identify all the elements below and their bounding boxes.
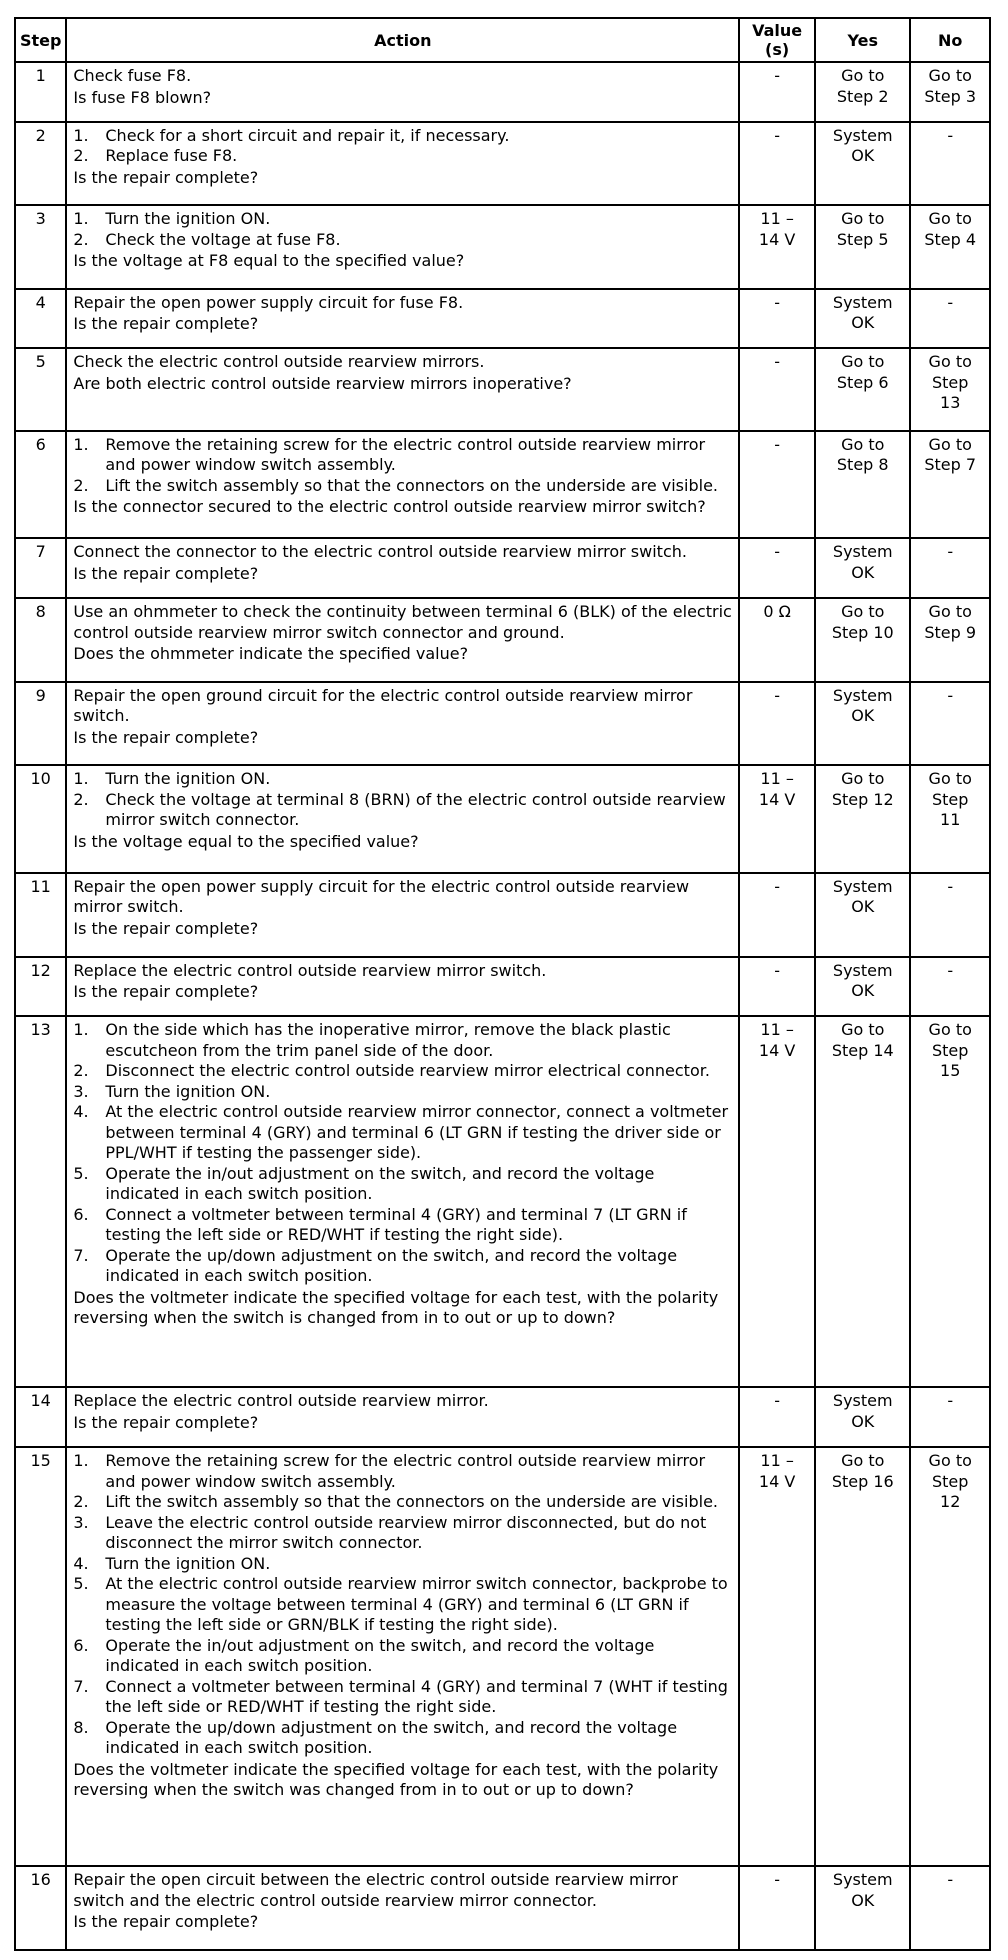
action-step	[73, 1102, 732, 1164]
action-step-number: 1.	[73, 1020, 89, 1040]
action-step-text: At the electric control outside rearview mirror connector, connect a voltmeter between terminal 4 (GRY) and terminal 6 (LT GRN if testing the driver side or PPL/WHT if testing the passenger side).	[105, 1102, 729, 1163]
action-steps-list	[73, 769, 732, 831]
step-number: 9	[15, 682, 66, 766]
action-step-text: Leave the electric control outside rearview mirror disconnected, but do not disconnect the mirror switch connector.	[105, 1512, 707, 1553]
table-row	[15, 957, 990, 1017]
action-question: Are both electric control outside rearview mirrors inoperative?	[73, 373, 572, 393]
action-cell	[66, 1866, 739, 1950]
action-step-number: 2.	[73, 229, 89, 249]
action-step	[73, 1718, 732, 1759]
action-step	[73, 1164, 732, 1205]
table-row	[15, 1866, 990, 1950]
value-cell: 11 – 14 V	[739, 205, 815, 289]
no-cell: Go to Step 3	[910, 62, 990, 122]
action-cell	[66, 289, 739, 349]
header-no: No	[910, 18, 990, 62]
action-step-number: 3.	[73, 1081, 89, 1101]
step-number: 8	[15, 598, 66, 682]
action-question: Is the voltage equal to the specified value?	[73, 831, 419, 851]
yes-cell: System OK	[815, 957, 910, 1017]
table-row	[15, 682, 990, 766]
action-step-number: 2.	[73, 146, 89, 166]
no-cell: Go to Step 9	[910, 598, 990, 682]
action-step	[73, 1677, 732, 1718]
value-cell: -	[739, 289, 815, 349]
table-row	[15, 1447, 990, 1866]
action-step-number: 1.	[73, 769, 89, 789]
action-text: Check the electric control outside rearview mirrors.	[73, 352, 485, 372]
action-question: Is the repair complete?	[73, 1912, 259, 1932]
no-cell: -	[910, 538, 990, 598]
yes-cell: Go to Step 2	[815, 62, 910, 122]
action-step	[73, 1636, 732, 1677]
action-question: Is the repair complete?	[73, 982, 259, 1002]
action-step-text: Turn the ignition ON.	[105, 1553, 271, 1573]
no-cell: -	[910, 957, 990, 1017]
action-step-number: 3.	[73, 1512, 89, 1532]
action-text: Repair the open power supply circuit for fuse F8.	[73, 292, 464, 312]
action-step-text: Disconnect the electric control outside rearview mirror electrical connector.	[105, 1061, 710, 1081]
action-steps-list	[73, 126, 732, 167]
action-steps-list	[73, 1020, 732, 1287]
value-cell: -	[739, 431, 815, 539]
action-step-text: At the electric control outside rearview mirror switch connector, backprobe to measure the voltage between terminal 4 (GRY) and terminal 6 (LT GRN if testing the left side or GRN/BLK if testing the right side).	[105, 1574, 728, 1635]
action-cell	[66, 682, 739, 766]
step-number: 12	[15, 957, 66, 1017]
value-cell: 11 – 14 V	[739, 1016, 815, 1387]
no-cell: Go to Step 12	[910, 1447, 990, 1866]
table-row	[15, 348, 990, 430]
step-number: 3	[15, 205, 66, 289]
no-cell: -	[910, 122, 990, 206]
value-cell: -	[739, 62, 815, 122]
action-text: Connect the connector to the electric control outside rearview mirror switch.	[73, 542, 687, 562]
step-number: 13	[15, 1016, 66, 1387]
action-question: Is the repair complete?	[73, 727, 259, 747]
table-row	[15, 1387, 990, 1447]
action-step	[73, 1082, 732, 1103]
diagnostic-table	[14, 17, 991, 1951]
action-cell	[66, 348, 739, 430]
table-row	[15, 205, 990, 289]
action-step-text: Operate the in/out adjustment on the switch, and record the voltage indicated in each switch position.	[105, 1163, 655, 1204]
no-cell: Go to Step 4	[910, 205, 990, 289]
action-text: Repair the open ground circuit for the electric control outside rearview mirror switch.	[73, 685, 693, 726]
action-step-number: 5.	[73, 1163, 89, 1183]
action-step-text: Check for a short circuit and repair it, if necessary.	[105, 125, 510, 145]
header-step: Step	[15, 18, 66, 62]
no-cell: Go to Step 11	[910, 765, 990, 873]
action-step	[73, 126, 732, 147]
action-step	[73, 1061, 732, 1082]
action-question: Does the voltmeter indicate the specified voltage for each test, with the polarity reversing when the switch was changed from in to out or up to down?	[73, 1759, 719, 1800]
no-cell: -	[910, 1866, 990, 1950]
action-step	[73, 1205, 732, 1246]
action-step	[73, 146, 732, 167]
action-step-number: 1.	[73, 1451, 89, 1471]
table-row	[15, 431, 990, 539]
value-cell: 11 – 14 V	[739, 1447, 815, 1866]
no-cell: Go to Step 15	[910, 1016, 990, 1387]
action-step-text: Operate the up/down adjustment on the switch, and record the voltage indicated in each switch position.	[105, 1717, 678, 1758]
action-cell	[66, 205, 739, 289]
action-step-text: Check the voltage at fuse F8.	[105, 229, 341, 249]
step-number: 14	[15, 1387, 66, 1447]
action-step	[73, 435, 732, 476]
action-step-text: Turn the ignition ON.	[105, 209, 271, 229]
action-step-text: Check the voltage at terminal 8 (BRN) of the electric control outside rearview mirror switch connector.	[105, 789, 726, 830]
action-cell	[66, 765, 739, 873]
action-text: Replace the electric control outside rearview mirror.	[73, 1391, 489, 1411]
action-step	[73, 1574, 732, 1636]
yes-cell: System OK	[815, 538, 910, 598]
action-text: Repair the open circuit between the electric control outside rearview mirror switch and the electric control outside rearview mirror connector.	[73, 1870, 678, 1910]
action-step-number: 2.	[73, 1492, 89, 1512]
action-question: Does the ohmmeter indicate the specified value?	[73, 644, 469, 664]
action-steps-list	[73, 209, 732, 250]
action-step	[73, 790, 732, 831]
action-step-number: 2.	[73, 789, 89, 809]
action-step-number: 1.	[73, 125, 89, 145]
value-cell: -	[739, 538, 815, 598]
action-step	[73, 1513, 732, 1554]
value-cell: 0 Ω	[739, 598, 815, 682]
action-step	[73, 230, 732, 251]
yes-cell: Go to Step 12	[815, 765, 910, 873]
action-step-text: Connect a voltmeter between terminal 4 (GRY) and terminal 7 (LT GRN if testing the left side or RED/WHT if testing the right side).	[105, 1204, 687, 1245]
no-cell: -	[910, 873, 990, 957]
action-cell	[66, 122, 739, 206]
action-step-number: 7.	[73, 1676, 89, 1696]
action-step-number: 8.	[73, 1717, 89, 1737]
action-step-number: 5.	[73, 1574, 89, 1594]
yes-cell: System OK	[815, 682, 910, 766]
action-step-text: Lift the switch assembly so that the connectors on the underside are visible.	[105, 1492, 718, 1512]
step-number: 7	[15, 538, 66, 598]
action-question: Is the voltage at F8 equal to the specified value?	[73, 251, 465, 271]
action-step-text: On the side which has the inoperative mirror, remove the black plastic escutcheon from the trim panel side of the door.	[105, 1020, 671, 1060]
action-step	[73, 1020, 732, 1061]
action-cell	[66, 1016, 739, 1387]
step-number: 15	[15, 1447, 66, 1866]
value-cell: -	[739, 957, 815, 1017]
action-steps-list	[73, 435, 732, 497]
action-question: Is the repair complete?	[73, 314, 259, 334]
yes-cell: Go to Step 14	[815, 1016, 910, 1387]
action-step-text: Operate the in/out adjustment on the switch, and record the voltage indicated in each switch position.	[105, 1635, 655, 1676]
yes-cell: Go to Step 8	[815, 431, 910, 539]
step-number: 10	[15, 765, 66, 873]
yes-cell: Go to Step 10	[815, 598, 910, 682]
table-row	[15, 122, 990, 206]
step-number: 5	[15, 348, 66, 430]
action-step-number: 1.	[73, 209, 89, 229]
table-row	[15, 873, 990, 957]
header-row	[15, 18, 990, 62]
value-cell: -	[739, 1387, 815, 1447]
action-step	[73, 1492, 732, 1513]
action-step	[73, 1451, 732, 1492]
step-number: 16	[15, 1866, 66, 1950]
action-step-text: Remove the retaining screw for the electric control outside rearview mirror and power window switch assembly.	[105, 1451, 706, 1491]
yes-cell: System OK	[815, 122, 910, 206]
table-row	[15, 598, 990, 682]
action-step-number: 4.	[73, 1553, 89, 1573]
action-step	[73, 1246, 732, 1287]
action-step-text: Connect a voltmeter between terminal 4 (GRY) and terminal 7 (WHT if testing the left side or RED/WHT if testing the right side.	[105, 1676, 728, 1717]
action-step-text: Turn the ignition ON.	[105, 769, 271, 789]
action-step-number: 4.	[73, 1102, 89, 1122]
action-cell	[66, 873, 739, 957]
yes-cell: System OK	[815, 1866, 910, 1950]
action-step-number: 6.	[73, 1635, 89, 1655]
action-question: Is the repair complete?	[73, 1412, 259, 1432]
action-text: Repair the open power supply circuit for the electric control outside rearview mirror switch.	[73, 876, 690, 917]
action-question: Is the repair complete?	[73, 167, 259, 187]
action-question: Is the connector secured to the electric control outside rearview mirror switch?	[73, 497, 706, 517]
value-cell: -	[739, 682, 815, 766]
value-cell: -	[739, 873, 815, 957]
action-step-number: 2.	[73, 1061, 89, 1081]
table-row	[15, 1016, 990, 1387]
no-cell: Go to Step 7	[910, 431, 990, 539]
action-question: Is the repair complete?	[73, 918, 259, 938]
yes-cell: System OK	[815, 1387, 910, 1447]
step-number: 11	[15, 873, 66, 957]
action-step-text: Turn the ignition ON.	[105, 1081, 271, 1101]
action-cell	[66, 598, 739, 682]
action-step-number: 1.	[73, 434, 89, 454]
action-step-text: Replace fuse F8.	[105, 146, 238, 166]
action-cell	[66, 538, 739, 598]
value-cell: 11 – 14 V	[739, 765, 815, 873]
action-step-text: Remove the retaining screw for the electric control outside rearview mirror and power window switch assembly.	[105, 434, 706, 475]
no-cell: -	[910, 1387, 990, 1447]
action-text: Use an ohmmeter to check the continuity between terminal 6 (BLK) of the electric control outside rearview mirror switch connector and ground.	[73, 602, 732, 642]
table-row	[15, 62, 990, 122]
action-steps-list	[73, 1451, 732, 1759]
value-cell: -	[739, 122, 815, 206]
header-yes: Yes	[815, 18, 910, 62]
step-number: 2	[15, 122, 66, 206]
header-action: Action	[66, 18, 739, 62]
action-cell	[66, 1447, 739, 1866]
action-question: Does the voltmeter indicate the specified voltage for each test, with the polarity reversing when the switch is changed from in to out or up to down?	[73, 1287, 719, 1328]
yes-cell: Go to Step 6	[815, 348, 910, 430]
action-cell	[66, 957, 739, 1017]
table-row	[15, 765, 990, 873]
value-cell: -	[739, 1866, 815, 1950]
action-text: Check fuse F8.	[73, 66, 192, 85]
yes-cell: Go to Step 16	[815, 1447, 910, 1866]
action-cell	[66, 431, 739, 539]
action-step-number: 7.	[73, 1245, 89, 1265]
action-cell	[66, 1387, 739, 1447]
action-question: Is the repair complete?	[73, 563, 259, 583]
no-cell: -	[910, 682, 990, 766]
no-cell: -	[910, 289, 990, 349]
action-text: Replace the electric control outside rearview mirror switch.	[73, 960, 547, 980]
action-step-number: 2.	[73, 475, 89, 495]
action-step-text: Operate the up/down adjustment on the switch, and record the voltage indicated in each switch position.	[105, 1245, 678, 1286]
action-step	[73, 769, 732, 790]
action-step	[73, 1554, 732, 1575]
yes-cell: System OK	[815, 289, 910, 349]
step-number: 4	[15, 289, 66, 349]
table-row	[15, 289, 990, 349]
header-value: Value (s)	[739, 18, 815, 62]
no-cell: Go to Step 13	[910, 348, 990, 430]
action-step	[73, 209, 732, 230]
step-number: 1	[15, 62, 66, 122]
action-cell	[66, 62, 739, 122]
table-body	[15, 62, 990, 1950]
table-row	[15, 538, 990, 598]
value-cell: -	[739, 348, 815, 430]
action-step-number: 6.	[73, 1204, 89, 1224]
yes-cell: Go to Step 5	[815, 205, 910, 289]
action-question: Is fuse F8 blown?	[73, 87, 212, 107]
action-step	[73, 476, 732, 497]
action-step-text: Lift the switch assembly so that the connectors on the underside are visible.	[105, 475, 718, 495]
step-number: 6	[15, 431, 66, 539]
yes-cell: System OK	[815, 873, 910, 957]
